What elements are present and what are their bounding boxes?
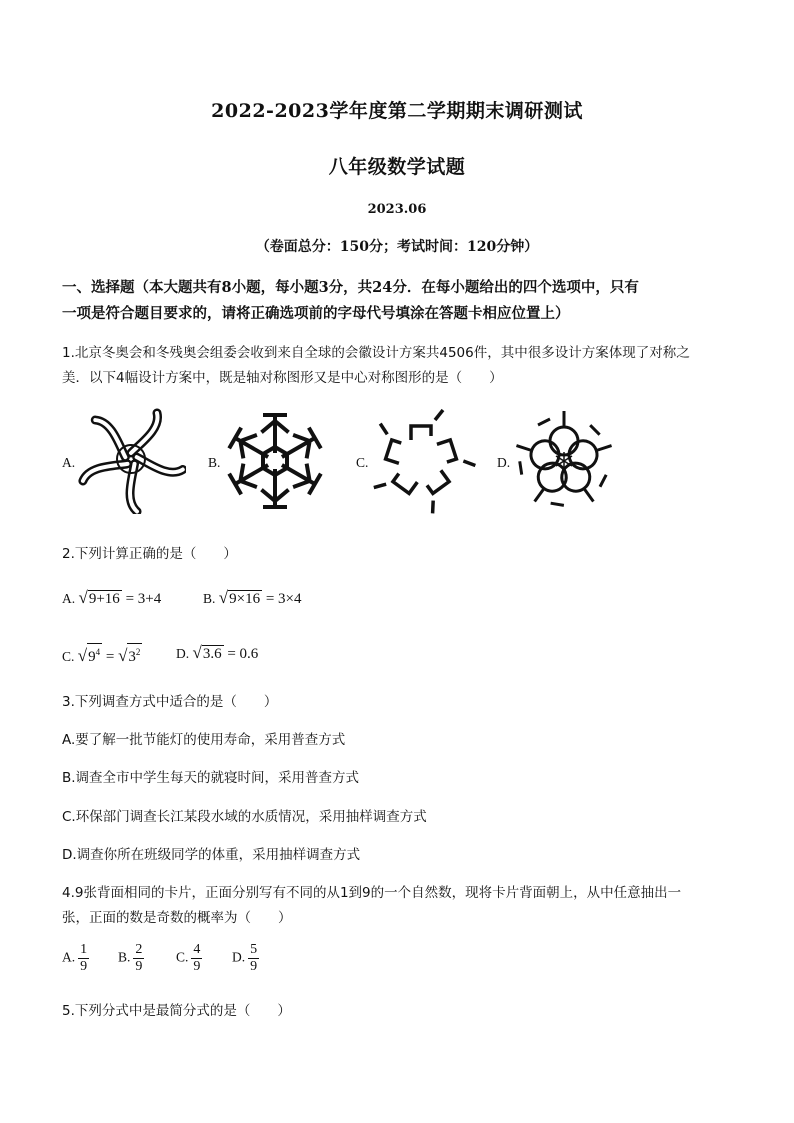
q4-line2: 张，正面的数是奇数的概率为（ ） xyxy=(62,910,292,926)
emblem-c-bracket-figure xyxy=(366,404,476,516)
sqrt-icon: √ xyxy=(78,588,88,607)
q2-option-b xyxy=(203,588,302,608)
q2-a-rhs: = 3+4 xyxy=(125,591,162,607)
q2-c-eq: = xyxy=(105,649,115,665)
q3-option-b: B.调查全市中学生每天的就寝时间，采用普查方式 xyxy=(62,770,360,786)
q2-c-base2: 3 xyxy=(128,649,136,665)
q2-option-d xyxy=(176,643,258,663)
q4-option-c xyxy=(176,942,202,975)
fraction-numerator: 4 xyxy=(193,942,201,957)
fraction-denominator: 9 xyxy=(250,959,258,974)
q4-option-a xyxy=(62,942,89,975)
emblem-a-swirl-figure xyxy=(76,404,186,514)
q1-option-d: D. xyxy=(497,455,511,470)
q2-d-radicand: 3.6 xyxy=(202,646,222,662)
q3-option-a: A.要了解一批节能灯的使用寿命，采用普查方式 xyxy=(62,732,346,748)
fraction-numerator: 1 xyxy=(80,942,88,957)
sqrt-icon: √ xyxy=(77,646,88,665)
q2-c-exp2: 2 xyxy=(135,647,141,657)
section-heading-line1: 一、选择题（本大题共有8小题，每小题3分，共24分．在每小题给出的四个选项中，只有 xyxy=(62,279,639,296)
fraction-numerator: 2 xyxy=(135,942,143,957)
q1-line1: 1.北京冬奥会和冬残奥会组委会收到来自全球的会徽设计方案共4506件，其中很多设计方案体现了对称之 xyxy=(62,345,690,361)
q4-line1: 4.9张背面相同的卡片，正面分别写有不同的从1到9的一个自然数，现将卡片背面朝上，从中任意抽出一 xyxy=(62,885,682,901)
q4-option-d-label: D. xyxy=(232,949,246,965)
q1-option-c: C. xyxy=(356,455,369,470)
q2-a-radicand: 9+16 xyxy=(88,591,120,607)
q1-option-a: A. xyxy=(62,455,76,470)
emblem-d-flower-figure xyxy=(510,406,618,516)
q1-line2: 美．以下4幅设计方案中，既是轴对称图形又是中心对称图形的是（ ） xyxy=(62,370,503,386)
q2-c-exp1: 4 xyxy=(95,647,101,657)
q4-option-b xyxy=(118,942,144,975)
q2-stem: 2.下列计算正确的是（ ） xyxy=(62,546,237,562)
sqrt-icon: √ xyxy=(118,646,128,665)
q2-option-a-label: A. xyxy=(62,591,76,606)
q1-option-b: B. xyxy=(208,455,221,470)
q2-d-rhs: = 0.6 xyxy=(227,646,259,662)
fraction-denominator: 9 xyxy=(80,959,88,974)
section-heading-line2: 一项是符合题目要求的，请将正确选项前的字母代号填涂在答题卡相应位置上） xyxy=(62,305,570,322)
q4-option-b-label: B. xyxy=(118,949,131,965)
fraction-denominator: 9 xyxy=(135,959,143,974)
q2-option-c-label: C. xyxy=(62,649,75,664)
q3-option-c: C.环保部门调查长江某段水域的水质情况，采用抽样调查方式 xyxy=(62,809,427,825)
exam-subtitle: 八年级数学试题 xyxy=(328,156,466,178)
q4-option-c-label: C. xyxy=(176,949,189,965)
q3-stem: 3.下列调查方式中适合的是（ ） xyxy=(62,694,278,710)
q2-b-radicand: 9×16 xyxy=(229,591,261,607)
sqrt-icon: √ xyxy=(192,643,202,662)
q2-c-base1: 9 xyxy=(88,649,96,665)
exam-date: 2023.06 xyxy=(367,202,427,217)
emblem-b-snowflake-figure xyxy=(222,408,328,514)
exam-title: 2022-2023学年度第二学期期末调研测试 xyxy=(211,100,583,122)
q2-b-rhs: = 3×4 xyxy=(265,591,302,607)
q4-option-a-label: A. xyxy=(62,949,76,965)
fraction-numerator: 5 xyxy=(250,942,258,957)
q2-option-a xyxy=(62,588,161,608)
q2-option-b-label: B. xyxy=(203,591,216,606)
q2-option-d-label: D. xyxy=(176,646,190,661)
sqrt-icon: √ xyxy=(218,588,229,607)
fraction-denominator: 9 xyxy=(193,959,201,974)
q2-option-c xyxy=(62,643,142,666)
q3-option-d: D.调查你所在班级同学的体重，采用抽样调查方式 xyxy=(62,847,361,863)
q5-stem: 5.下列分式中是最简分式的是（ ） xyxy=(62,1003,291,1019)
q4-option-d xyxy=(232,942,259,975)
exam-info: （卷面总分：150分；考试时间：120分钟） xyxy=(255,239,539,255)
